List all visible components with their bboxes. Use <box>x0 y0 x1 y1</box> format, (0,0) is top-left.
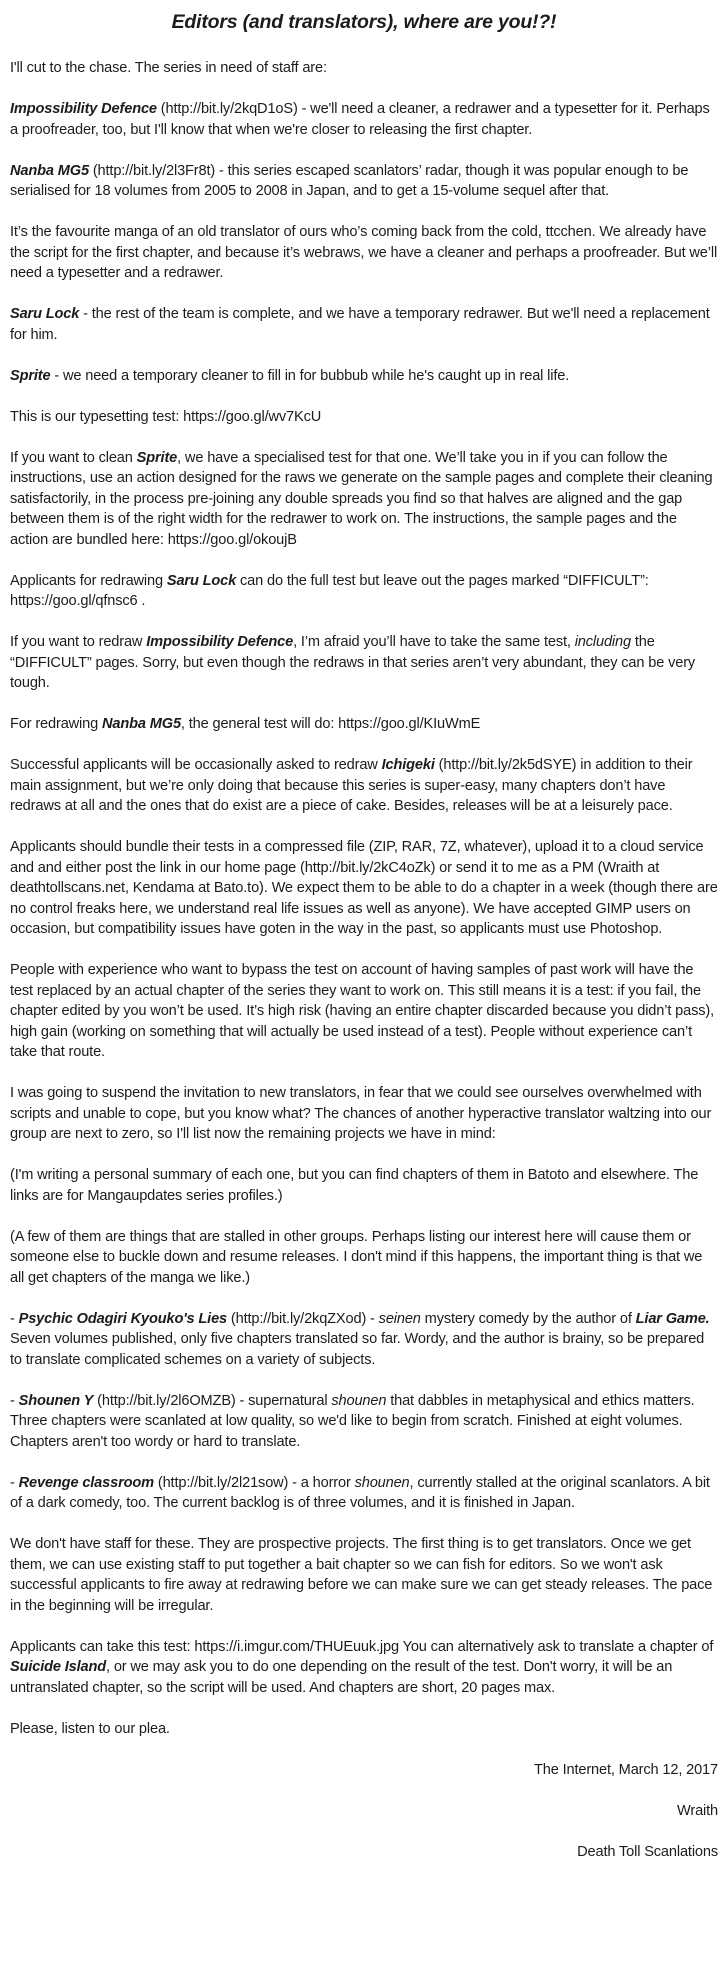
summaries-note-paragraph <box>10 1165 718 1206</box>
series-impossibility-defence <box>10 99 718 140</box>
series-nanba-mg5 <box>10 161 718 202</box>
text-run: Applicants should bundle their tests in a compressed file (ZIP, RAR, 7Z, whatever), upload it to a cloud service and and either post the link in our home page (http://bit.ly/2kC4oZk) or send it to me as a PM (Wraith at deathtollscans.net, Kendama at Bato.to). We expect them to be able to do a chapter in a week (though there are no control freaks here, we understand real life issues as well as anyone). We have accepted GIMP users on occasion, but compatibility issues have goten in the way in the past, so applicants must use Photoshop. <box>10 839 722 937</box>
series-sprite <box>10 366 718 387</box>
text-run: - <box>10 1392 19 1409</box>
text-run: (http://bit.ly/2kqZXod) - <box>227 1310 379 1327</box>
text-run: (http://bit.ly/2l6OMZB) - supernatural <box>93 1392 332 1409</box>
text-run: Please, listen to our plea. <box>10 1720 170 1737</box>
text-run: Impossibility Defence <box>10 101 157 117</box>
text-run: - the rest of the team is complete, and we have a temporary redrawer. But we'll need a replacement for him. <box>10 306 714 343</box>
intro-paragraph <box>10 58 718 79</box>
text-run: Sprite <box>136 449 178 466</box>
project-revenge-classroom <box>10 1473 718 1514</box>
text-run: Saru Lock <box>166 572 237 589</box>
text-run: Shounen Y <box>18 1392 94 1409</box>
text-run: Psychic Odagiri Kyouko's Lies <box>18 1310 227 1327</box>
prospective-projects-paragraph <box>10 1534 718 1616</box>
text-run: (http://bit.ly/2k5dSYE) in addition to their main assignment, but we’re only doing that because this series is super-easy, many chapters don’t have redraws at all and the ones that do exist are a piece of cake. Besides, releases will be at a leisurely pace. <box>10 757 697 814</box>
text-run: We don't have staff for these. They are prospective projects. The first thing is to get translators. Once we get them, we can use existing staff to put together a bait chapter so we can fish for editors. So we won't ask successful applicants to fire away at redrawing before we can make sure we can get steady releases. The pace in the beginning will be irregular. <box>10 1536 717 1614</box>
typesetting-test-paragraph <box>10 407 718 428</box>
project-shounen-y <box>10 1391 718 1453</box>
text-run: Suicide Island <box>10 1659 107 1675</box>
text-run: For redrawing <box>10 716 102 732</box>
translator-test-paragraph <box>10 1637 718 1699</box>
signature-group <box>10 1842 718 1863</box>
stalled-series-note-paragraph <box>10 1227 718 1289</box>
text-run: , currently stalled at the original scanlators. A bit of a dark comedy, too. The current backlog is of three volumes, and it is finished in Japan. <box>10 1474 714 1511</box>
signature-author <box>10 1801 718 1822</box>
text-run: Wraith <box>677 1802 718 1819</box>
text-run: (http://bit.ly/2l3Fr8t) - this series escaped scanlators’ radar, though it was popular enough to be serialised for 18 volumes from 2005 to 2008 in Japan, and to get a 15-volume sequel after that. <box>10 162 693 199</box>
text-run: - <box>10 1310 19 1327</box>
series-saru-lock <box>10 304 718 345</box>
project-psychic-odagiri <box>10 1309 718 1371</box>
nanba-details-paragraph <box>10 222 721 284</box>
page-title: Editors (and translators), where are you!?! <box>171 11 557 33</box>
text-run: mystery comedy by the author of <box>420 1310 636 1327</box>
text-run: , the general test will do: https://goo.gl/KIuWmE <box>180 716 481 732</box>
text-run: seinen <box>378 1310 421 1327</box>
text-run: Death Toll Scanlations <box>577 1843 718 1860</box>
text-run: Nanba MG5 <box>10 162 89 179</box>
text-run: Successful applicants will be occasionally asked to redraw <box>10 757 382 773</box>
text-run: , or we may ask you to do one depending on the result of the test. Don't worry, it will be an untranslated chapter, so the script will be used. And chapters are short, 20 pages max. <box>10 1659 677 1696</box>
plea-paragraph <box>10 1719 718 1740</box>
text-run: This is our typesetting test: https://goo.gl/wv7KcU <box>10 408 322 425</box>
translators-invitation-paragraph <box>10 1083 718 1145</box>
text-run: I was going to suspend the invitation to new translators, in fear that we could see ourselves overwhelmed with scripts and unable to cope, but you know what? The chances of another hyperactive translator waltzing into our group are next to zero, so I'll list now the remaining projects we have in mind: <box>10 1085 716 1142</box>
text-run: - we need a temporary cleaner to fill in for bubbub while he's caught up in real life. <box>50 367 570 384</box>
experience-bypass-paragraph <box>10 960 718 1063</box>
text-run: , we have a specialised test for that one. We’ll take you in if you can follow the instructions, use an action designed for the raws we generate on the sample pages and complete their cleaning satisfactorily, in the process pre-joining any double spreads you find so that halves are aligned and the gap between them is of the right width for the redrawer to work on. The instructions, the sample pages and the action are bundled here: https://goo.gl/okoujB <box>10 449 717 548</box>
text-run: can do the full test but leave out the pages marked “DIFFICULT”: https://goo.gl/qfnsc6 . <box>10 572 653 609</box>
text-run: (A few of them are things that are stalled in other groups. Perhaps listing our interest here will cause them or someone else to buckle down and resume releases. I don't mind if this happens, the important thing is that we all get chapters of the manga we like.) <box>10 1228 707 1286</box>
signature-date <box>10 1760 718 1781</box>
text-run: The Internet, March 12, 2017 <box>533 1761 718 1778</box>
text-run: shounen <box>331 1392 387 1409</box>
text-run: Nanba MG5 <box>101 716 181 732</box>
text-run: Revenge classroom <box>18 1474 154 1491</box>
text-run: , I’m afraid you’ll have to take the same test, <box>293 634 575 650</box>
text-run: It’s the favourite manga of an old translator of ours who’s coming back from the cold, ttcchen. We already have the script for the first chapter, and because it’s webraws, we have a cleaner and perhaps a proofreader. But we’ll need a typesetter and a redrawer. <box>10 224 721 281</box>
submission-instructions-paragraph <box>10 837 722 940</box>
text-run: including <box>574 634 631 650</box>
text-run: Seven volumes published, only five chapters translated so far. Wordy, and the author is brainy, so be prepared to translate complicated schemes on a variety of subjects. <box>10 1310 714 1368</box>
text-run: the “DIFFICULT” pages. Sorry, but even though the redraws in that series aren’t very abundant, they can be very tough. <box>10 634 699 691</box>
letter-paragraphs <box>10 58 722 1862</box>
text-run: shounen <box>354 1474 410 1491</box>
text-run: If you want to clean <box>10 449 137 466</box>
text-run: that dabbles in metaphysical and ethics matters. Three chapters were scanlated at low quality, so we'd like to begin from scratch. Finished at eight volumes. Chapters aren't too wordy or hard to translate. <box>10 1392 699 1450</box>
text-run: - <box>10 1474 19 1491</box>
text-run: I'll cut to the chase. The series in need of staff are: <box>10 60 327 76</box>
text-run: If you want to redraw <box>10 634 147 650</box>
text-run: (http://bit.ly/2l21sow) - a horror <box>153 1474 355 1491</box>
text-run: (http://bit.ly/2kqD1oS) - we'll need a cleaner, a redrawer and a typesetter for it. Perhaps a proofreader, too, but I'll know that when we're closer to releasing the first chapter. <box>10 101 714 138</box>
text-run: Liar Game. <box>635 1310 710 1327</box>
ichigeki-paragraph <box>10 755 718 817</box>
text-run: Applicants for redrawing <box>10 572 167 589</box>
nanba-redraw-test-paragraph <box>10 714 718 735</box>
text-run: (I'm writing a personal summary of each one, but you can find chapters of them in Batoto and elsewhere. The links are for Mangaupdates series profiles.) <box>10 1167 703 1204</box>
text-run: People with experience who want to bypass the test on account of having samples of past work will have the test replaced by an actual chapter of the series they want to work on. This still means it is a test: if you fail, the chapter edited by you won’t be used. It’s high risk (having an entire chapter discarded because you didn’t pass), high gain (working on something that will actually be used instead of a test). People without experience can’t take that route. <box>10 962 718 1060</box>
text-run: Ichigeki <box>381 757 435 773</box>
saru-lock-redraw-test-paragraph <box>10 571 718 612</box>
text-run: Applicants can take this test: https://i.imgur.com/THUEuuk.jpg You can alternatively ask to translate a chapter of <box>10 1638 718 1655</box>
impossibility-redraw-test-paragraph <box>10 632 718 694</box>
sprite-cleaning-test-paragraph <box>10 448 718 551</box>
text-run: Saru Lock <box>10 306 80 322</box>
text-run: Sprite <box>10 367 51 384</box>
text-run: Impossibility Defence <box>146 634 294 650</box>
